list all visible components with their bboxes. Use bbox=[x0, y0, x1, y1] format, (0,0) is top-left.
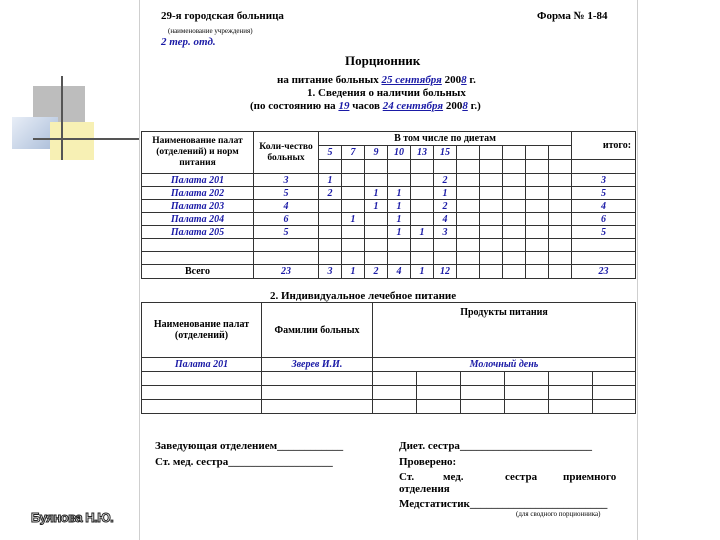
t1-total-diet bbox=[457, 265, 480, 279]
t1-row-diet bbox=[503, 226, 526, 239]
sig-senior-nurse: Ст. мед. сестра___________________ bbox=[155, 456, 333, 468]
t1-row-diet bbox=[411, 200, 434, 213]
t1-diet-number bbox=[526, 146, 549, 160]
t1-row-name: Палата 202 bbox=[142, 187, 254, 200]
t1-row-total: 3 bbox=[572, 174, 636, 187]
t2-empty-cell bbox=[142, 386, 262, 400]
sig-diet-nurse: Диет. сестра________________________ bbox=[399, 440, 592, 452]
t1-total-diet: 1 bbox=[411, 265, 434, 279]
sig-head-label: Заведующая отделением bbox=[155, 440, 278, 452]
t1-row-diet: 1 bbox=[319, 174, 342, 187]
decor-square-yellow bbox=[50, 122, 94, 160]
t1-empty-cell bbox=[480, 239, 503, 252]
t1-empty-cell bbox=[572, 252, 636, 265]
t2-empty-cell bbox=[262, 372, 373, 386]
t1-empty-cell bbox=[526, 160, 549, 174]
t1-empty-cell bbox=[572, 239, 636, 252]
t1-row-diet bbox=[365, 174, 388, 187]
t2-empty-cell bbox=[549, 386, 593, 400]
form-number: Форма № 1-84 bbox=[537, 10, 608, 22]
title-line1-prefix: на питание больных bbox=[277, 74, 379, 86]
t1-row-diet bbox=[480, 213, 503, 226]
t1-diet-number bbox=[503, 146, 526, 160]
t1-row-name: Палата 205 bbox=[142, 226, 254, 239]
t1-row-count: 4 bbox=[254, 200, 319, 213]
t1-row-count: 5 bbox=[254, 226, 319, 239]
t1-row-diet: 1 bbox=[388, 200, 411, 213]
author-watermark: Буянова Н.Ю. bbox=[31, 510, 114, 525]
t1-row-diet bbox=[503, 213, 526, 226]
t1-empty-cell bbox=[480, 252, 503, 265]
sig-diet-nurse-label: Диет. сестра bbox=[399, 440, 460, 452]
t1-row-diet bbox=[480, 187, 503, 200]
t1-row-diet bbox=[503, 200, 526, 213]
t1-row-diet bbox=[319, 213, 342, 226]
t2-empty-cell bbox=[505, 372, 549, 386]
t1-row-count: 3 bbox=[254, 174, 319, 187]
t1-empty-cell bbox=[319, 252, 342, 265]
t1-row-diet: 1 bbox=[434, 187, 457, 200]
t1-total-diet: 1 bbox=[342, 265, 365, 279]
sig-admission-dept: отделения bbox=[399, 483, 450, 495]
t1-header-count: Коли-чество больных bbox=[254, 132, 319, 174]
t2-row-product: Молочный день bbox=[373, 358, 636, 372]
t2-empty-cell bbox=[461, 386, 505, 400]
t1-diet-number: 15 bbox=[434, 146, 457, 160]
t1-row-diet bbox=[342, 187, 365, 200]
t2-empty-cell bbox=[373, 372, 417, 386]
t1-row-diet bbox=[411, 213, 434, 226]
t1-row-diet bbox=[549, 226, 572, 239]
t1-row-diet bbox=[342, 226, 365, 239]
t1-total-diet bbox=[526, 265, 549, 279]
section2-title: 2. Индивидуальное лечебное питание bbox=[270, 290, 457, 302]
sig-admission-word-4: приемного bbox=[563, 471, 617, 483]
sig-admission-word-1: Ст. bbox=[399, 471, 415, 483]
t1-row-diet bbox=[319, 200, 342, 213]
t2-empty-cell bbox=[262, 386, 373, 400]
t1-empty-cell bbox=[388, 252, 411, 265]
sig-admission-word-2: мед. bbox=[443, 471, 464, 483]
t1-row-diet: 1 bbox=[411, 226, 434, 239]
t1-empty-cell bbox=[254, 239, 319, 252]
t2-empty-cell bbox=[593, 400, 636, 414]
t2-row-name: Палата 201 bbox=[142, 358, 262, 372]
t1-row-count: 6 bbox=[254, 213, 319, 226]
title-line3-year: 200 bbox=[445, 100, 463, 112]
title-line3-year-digit: 8 bbox=[462, 100, 468, 112]
sig-admission-word-3: сестра bbox=[505, 471, 538, 483]
t2-row-surname: Зверев И.И. bbox=[262, 358, 373, 372]
t1-empty-cell bbox=[365, 239, 388, 252]
t1-empty-cell bbox=[365, 252, 388, 265]
t1-empty-cell bbox=[572, 160, 636, 174]
t1-row-diet bbox=[549, 213, 572, 226]
t1-row-diet bbox=[411, 187, 434, 200]
t1-row-diet bbox=[388, 174, 411, 187]
decor-line-vertical bbox=[61, 76, 63, 160]
t1-total-diet bbox=[503, 265, 526, 279]
t1-row-diet bbox=[526, 200, 549, 213]
t1-empty-cell bbox=[254, 252, 319, 265]
t1-empty-cell bbox=[480, 160, 503, 174]
t1-empty-cell bbox=[434, 160, 457, 174]
t2-empty-cell bbox=[142, 372, 262, 386]
t1-empty-cell bbox=[319, 239, 342, 252]
t1-row-diet: 1 bbox=[365, 200, 388, 213]
section1-title: 1. Сведения о наличии больных bbox=[307, 87, 466, 99]
t1-empty-cell bbox=[319, 160, 342, 174]
title-line1-year: 200 bbox=[444, 74, 462, 86]
t1-empty-cell bbox=[365, 160, 388, 174]
t1-empty-cell bbox=[342, 160, 365, 174]
t1-empty-cell bbox=[411, 239, 434, 252]
sig-note: (для сводного порционника) bbox=[516, 510, 601, 518]
t1-empty-cell bbox=[142, 252, 254, 265]
t1-row-diet: 4 bbox=[434, 213, 457, 226]
t1-row-diet: 1 bbox=[342, 213, 365, 226]
title-line1-suffix: г. bbox=[469, 74, 476, 86]
department: 2 тер. отд. bbox=[161, 36, 216, 48]
t2-empty-cell bbox=[461, 372, 505, 386]
table-row bbox=[142, 213, 636, 226]
t1-empty-cell bbox=[388, 160, 411, 174]
t1-row-diet bbox=[549, 200, 572, 213]
t2-empty-cell bbox=[593, 386, 636, 400]
t1-row-diet: 1 bbox=[388, 226, 411, 239]
title-line-3 bbox=[250, 100, 481, 112]
t1-empty-cell bbox=[411, 160, 434, 174]
document-sheet bbox=[139, 0, 638, 540]
t1-total-label: Всего bbox=[142, 265, 254, 279]
t1-row-diet bbox=[526, 226, 549, 239]
t1-empty-cell bbox=[411, 252, 434, 265]
title-line3-suffix: г.) bbox=[470, 100, 481, 112]
t2-header-surname: Фамилии больных bbox=[262, 303, 373, 358]
t1-row-diet bbox=[503, 187, 526, 200]
t1-empty-cell bbox=[503, 252, 526, 265]
t1-row-diet: 2 bbox=[434, 174, 457, 187]
t1-empty-cell bbox=[388, 239, 411, 252]
t1-row-diet bbox=[526, 187, 549, 200]
t1-empty-cell bbox=[457, 252, 480, 265]
patients-table bbox=[141, 131, 636, 279]
t1-diet-number: 10 bbox=[388, 146, 411, 160]
t1-row-diet: 3 bbox=[434, 226, 457, 239]
t1-total-count: 23 bbox=[254, 265, 319, 279]
t1-row-diet: 2 bbox=[434, 200, 457, 213]
t2-empty-cell bbox=[549, 400, 593, 414]
t1-header-total: итого: bbox=[572, 132, 636, 160]
sig-checked: Проверено: bbox=[399, 456, 457, 468]
doc-title: Порционник bbox=[345, 53, 421, 68]
t1-row-diet bbox=[549, 174, 572, 187]
t1-total-total: 23 bbox=[572, 265, 636, 279]
sig-statistician: Медстатистик_________________________ bbox=[399, 498, 608, 510]
t2-header-products: Продукты питания bbox=[373, 303, 636, 358]
t1-row-diet bbox=[480, 174, 503, 187]
t1-row-diet bbox=[480, 226, 503, 239]
t1-row-name: Палата 204 bbox=[142, 213, 254, 226]
t1-row-total: 5 bbox=[572, 187, 636, 200]
t1-empty-cell bbox=[549, 239, 572, 252]
t2-empty-cell bbox=[593, 372, 636, 386]
t2-empty-cell bbox=[549, 372, 593, 386]
t1-empty-cell bbox=[342, 252, 365, 265]
title-line3-mid: часов bbox=[352, 100, 380, 112]
table-row bbox=[142, 226, 636, 239]
t2-empty-cell bbox=[142, 400, 262, 414]
t1-row-diet bbox=[457, 226, 480, 239]
t1-row-diet bbox=[480, 200, 503, 213]
t1-empty-cell bbox=[503, 160, 526, 174]
t1-diet-number: 9 bbox=[365, 146, 388, 160]
sig-head: Заведующая отделением____________ bbox=[155, 440, 344, 452]
t1-total-diet bbox=[549, 265, 572, 279]
t1-row-diet bbox=[411, 174, 434, 187]
t1-row-diet bbox=[342, 174, 365, 187]
t1-diet-number bbox=[549, 146, 572, 160]
t2-empty-cell bbox=[262, 400, 373, 414]
t1-empty-cell bbox=[526, 252, 549, 265]
t2-empty-cell bbox=[417, 400, 461, 414]
t1-row-diet: 1 bbox=[388, 213, 411, 226]
t1-row-diet bbox=[365, 226, 388, 239]
t2-empty-cell bbox=[373, 386, 417, 400]
t1-diet-number: 5 bbox=[319, 146, 342, 160]
t2-empty-cell bbox=[417, 386, 461, 400]
title-line3-hour: 19 bbox=[338, 100, 350, 112]
sig-statistician-label: Медстатистик bbox=[399, 498, 470, 510]
individual-diet-table bbox=[141, 302, 636, 414]
t1-row-diet bbox=[526, 174, 549, 187]
t1-row-diet bbox=[319, 226, 342, 239]
t1-header-diets: В том числе по диетам bbox=[319, 132, 572, 146]
t1-empty-cell bbox=[457, 160, 480, 174]
title-line-1 bbox=[277, 74, 476, 86]
t2-header-name: Наименование палат (отделений) bbox=[142, 303, 262, 358]
t1-row-diet bbox=[503, 174, 526, 187]
t1-row-name: Палата 203 bbox=[142, 200, 254, 213]
t1-empty-cell bbox=[503, 239, 526, 252]
hospital-name: 29-я городская больница bbox=[161, 10, 284, 22]
t1-empty-cell bbox=[549, 252, 572, 265]
title-line1-year-digit: 8 bbox=[461, 74, 467, 86]
t1-total-diet: 3 bbox=[319, 265, 342, 279]
title-line3-date: 24 сентября bbox=[382, 100, 444, 112]
t1-empty-cell bbox=[342, 239, 365, 252]
table-row bbox=[142, 174, 636, 187]
t1-empty-cell bbox=[549, 160, 572, 174]
t1-row-diet: 2 bbox=[319, 187, 342, 200]
t1-row-total: 4 bbox=[572, 200, 636, 213]
t1-row-diet bbox=[526, 213, 549, 226]
decor-line-horizontal bbox=[33, 138, 141, 140]
hospital-note: (наименование учреждения) bbox=[168, 27, 253, 35]
sig-senior-nurse-label: Ст. мед. сестра bbox=[155, 456, 229, 468]
t1-row-diet bbox=[457, 213, 480, 226]
title-line3-prefix: (по состоянию на bbox=[250, 100, 336, 112]
t2-empty-cell bbox=[417, 372, 461, 386]
t1-total-diet bbox=[480, 265, 503, 279]
t1-total-diet: 4 bbox=[388, 265, 411, 279]
t2-empty-cell bbox=[505, 386, 549, 400]
t1-row-diet bbox=[365, 213, 388, 226]
t1-diet-number bbox=[480, 146, 503, 160]
t1-diet-number: 7 bbox=[342, 146, 365, 160]
t2-empty-cell bbox=[461, 400, 505, 414]
t1-empty-cell bbox=[457, 239, 480, 252]
t1-row-diet: 1 bbox=[388, 187, 411, 200]
t1-total-diet: 2 bbox=[365, 265, 388, 279]
table-row bbox=[142, 200, 636, 213]
t1-diet-number: 13 bbox=[411, 146, 434, 160]
t1-empty-cell bbox=[142, 239, 254, 252]
t1-header-name: Наименование палат (отделений) и норм питания bbox=[142, 132, 254, 174]
t1-diet-number bbox=[457, 146, 480, 160]
t1-empty-cell bbox=[526, 239, 549, 252]
t1-row-total: 5 bbox=[572, 226, 636, 239]
t1-row-diet bbox=[549, 187, 572, 200]
t2-empty-cell bbox=[373, 400, 417, 414]
t1-row-diet bbox=[342, 200, 365, 213]
t1-total-diet: 12 bbox=[434, 265, 457, 279]
t1-row-diet bbox=[457, 174, 480, 187]
t1-row-name: Палата 201 bbox=[142, 174, 254, 187]
title-line1-date: 25 сентября bbox=[381, 74, 442, 86]
t1-empty-cell bbox=[434, 252, 457, 265]
t2-empty-cell bbox=[505, 400, 549, 414]
t1-row-diet bbox=[457, 187, 480, 200]
table-row bbox=[142, 187, 636, 200]
t1-row-diet bbox=[457, 200, 480, 213]
t1-empty-cell bbox=[434, 239, 457, 252]
t1-row-total: 6 bbox=[572, 213, 636, 226]
t1-row-count: 5 bbox=[254, 187, 319, 200]
t1-row-diet: 1 bbox=[365, 187, 388, 200]
